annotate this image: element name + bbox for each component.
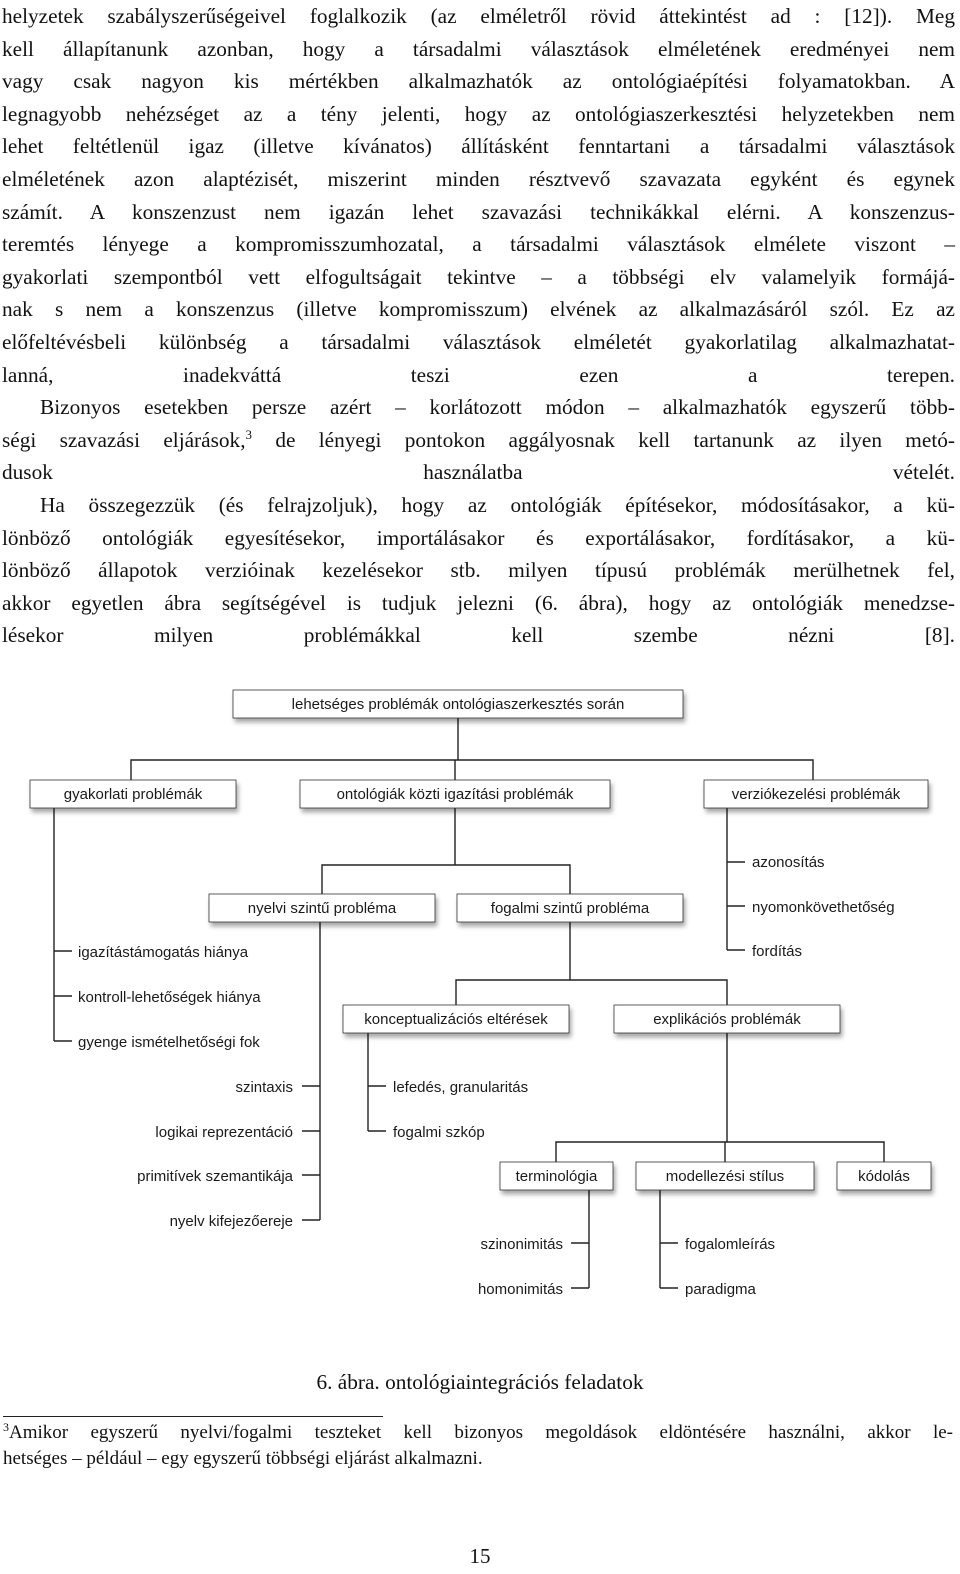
text-line: teremtés lényege a kompromisszumhozatal, a társadalmi választások elmélete viszont –	[2, 232, 955, 257]
node-conceptualization-label: konceptualizációs eltérések	[364, 1011, 548, 1028]
concept-item-coverage: lefedés, granularitás	[393, 1079, 529, 1096]
node-practical-label: gyakorlati problémák	[63, 786, 203, 803]
node-alignment	[300, 780, 610, 808]
text-line: Ha összegezzük (és felrajzoljuk), hogy az ontológiák építésekor, módosításakor, a kü-	[40, 492, 955, 517]
diagram-boxes	[30, 690, 931, 1190]
footnote-rule	[3, 1416, 383, 1417]
version-item-translation: fordítás	[752, 943, 803, 960]
node-conceptualization	[343, 1005, 569, 1033]
text-line: helyzetek szabályszerűségeivel foglalkozik (az elméletről rövid áttekintést ad : [12]). Meg	[2, 4, 955, 28]
style-item-concept-description: fogalomleírás	[685, 1236, 776, 1253]
node-explication	[614, 1005, 840, 1033]
text-line	[2, 424, 955, 457]
version-item-tracking: nyomonkövethetőség	[752, 899, 895, 916]
terminology-item-synonymy: szinonimitás	[480, 1236, 563, 1253]
practical-item-control: kontroll-lehetőségek hiánya	[78, 989, 261, 1006]
language-item-expressivity: nyelv kifejezőereje	[169, 1213, 293, 1230]
text-line: legnagyobb nehézséget az a tény jelenti, hogy az ontológiaszerkesztési helyzetekben nem	[2, 101, 955, 126]
node-terminology-label: terminológia	[515, 1168, 598, 1185]
node-modelling-style-label: modellezési stílus	[665, 1168, 785, 1185]
text-line: akkor egyetlen ábra segítségével is tudjuk jelezni (6. ábra), hogy az ontológiák menedzse-	[2, 590, 955, 615]
practical-item-repeatability: gyenge ismételhetőségi fok	[78, 1034, 260, 1051]
style-item-paradigm: paradigma	[685, 1281, 756, 1298]
text-line: lanná, inadekváttá teszi ezen a terepen.	[2, 362, 955, 387]
connector-line	[131, 760, 813, 780]
footnote-marker[interactable]: 3	[245, 426, 253, 442]
problem-hierarchy-diagram	[0, 660, 960, 1340]
node-language-level-label: nyelvi szintű probléma	[247, 900, 397, 917]
footnote-line	[3, 1420, 953, 1446]
node-versioning-label: verziókezelési problémák	[731, 786, 901, 803]
paragraph-1	[2, 0, 955, 391]
node-concept-level	[457, 894, 683, 922]
text-line: Bizonyos esetekben persze azért – korlátozott módon – alkalmazhatók egyszerű több-	[40, 395, 955, 420]
body-text	[2, 0, 955, 652]
paragraph-2	[2, 391, 955, 489]
footnote-number: 3	[3, 1420, 9, 1434]
connector-line	[456, 980, 727, 1005]
node-versioning	[704, 780, 928, 808]
text-line: lönböző állapotok verzióinak kezelésekor stb. milyen típusú problémák merülhetnek fel,	[2, 558, 955, 583]
text-line: lésekor milyen problémákkal kell szembe nézni [8].	[2, 623, 955, 648]
text-line: gyakorlati szempontból vett elfogultságait tekintve – a többségi elv valamelyik formájá-	[2, 264, 955, 289]
node-concept-level-label: fogalmi szintű probléma	[490, 900, 650, 917]
node-terminology	[500, 1162, 613, 1190]
text-line: elméletének azon alaptézisét, miszerint minden résztvevő szavazata egyként és egynek	[2, 166, 955, 191]
text-line: nak s nem a konszenzus (illetve kompromisszum) elvének az alkalmazásáról szól. Ez az	[2, 297, 955, 322]
connector-line	[556, 1142, 884, 1162]
terminology-item-homonymy: homonimitás	[477, 1281, 563, 1298]
concept-item-scope: fogalmi szkóp	[393, 1124, 485, 1141]
text-line: kell állapítanunk azonban, hogy a társadalmi választások elméletének eredményei nem	[2, 36, 955, 61]
text-line: előfeltévésbeli különbség a társadalmi választások elméletét gyakorlatilag alkalmazhatat-	[2, 329, 955, 354]
text-line: lönböző ontológiák egyesítésekor, importálásakor és exportálásakor, fordításakor, a kü-	[2, 525, 955, 550]
root-node-label: lehetséges problémák ontológiaszerkesztés során	[291, 696, 625, 713]
node-encoding-label: kódolás	[858, 1168, 910, 1185]
text-line: lehet feltétlenül igaz (illetve kívánatos) állításként fenntartani a társadalmi választások	[2, 134, 955, 159]
footnote-text: Amikor egyszerű nyelvi/fogalmi teszteket kell bizonyos megoldások eldöntésére használni, akkor le-	[9, 1422, 953, 1443]
node-practical	[30, 780, 236, 808]
language-item-syntax: szintaxis	[235, 1079, 293, 1096]
paragraph-3	[2, 489, 955, 652]
node-encoding	[837, 1162, 931, 1190]
connector-line	[322, 865, 570, 894]
footnote	[3, 1420, 953, 1472]
language-item-logic: logikai reprezentáció	[155, 1124, 293, 1141]
language-item-primitives: primitívek szemantikája	[137, 1168, 293, 1185]
text-line: vagy csak nagyon kis mértékben alkalmazhatók az ontológiaépítési folyamatokban. A	[2, 69, 955, 94]
text-line: dusok használatba vételét.	[2, 460, 955, 485]
footnote-line: hetséges – például – egy egyszerű többségi eljárást alkalmazni.	[3, 1448, 483, 1469]
node-language-level	[209, 894, 435, 922]
figure-caption: 6. ábra. ontológiaintegrációs feladatok	[316, 1370, 644, 1394]
node-modelling-style	[636, 1162, 814, 1190]
text-fragment: ségi szavazási eljárások,	[2, 427, 246, 452]
root-node	[233, 690, 683, 718]
text-fragment: de lényegi pontokon aggályosnak kell tartanunk az ilyen metó-	[252, 427, 955, 452]
page-number: 15	[469, 1544, 491, 1568]
version-item-identification: azonosítás	[752, 854, 825, 871]
node-alignment-label: ontológiák közti igazítási problémák	[336, 786, 574, 803]
node-explication-label: explikációs problémák	[653, 1011, 801, 1028]
practical-item-alignment-support: igazítástámogatás hiánya	[78, 944, 249, 961]
text-line: számít. A konszenzust nem igazán lehet szavazási technikákkal elérni. A konszenzus-	[2, 199, 955, 224]
